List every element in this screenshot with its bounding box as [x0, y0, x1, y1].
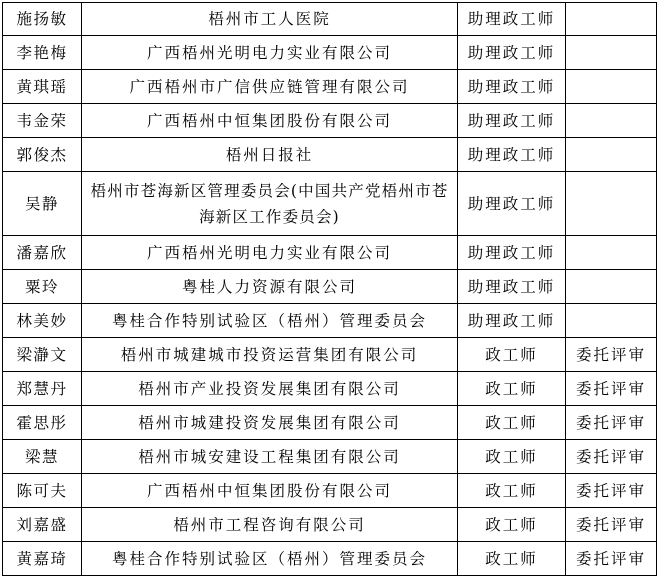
name-cell: 郑慧丹: [3, 372, 82, 406]
title-cell: 政工师: [458, 406, 566, 440]
note-cell: [566, 270, 657, 304]
unit-cell: 广西梧州市广信供应链管理有限公司: [82, 70, 458, 104]
title-cell: 助理政工师: [458, 3, 566, 36]
title-cell: 政工师: [458, 508, 566, 542]
table-row: [3, 270, 657, 304]
name-cell: 黄琪瑶: [3, 70, 82, 104]
table-row: [3, 474, 657, 508]
name-cell: 黄嘉琦: [3, 542, 82, 576]
unit-cell: 梧州日报社: [82, 138, 458, 172]
unit-cell: 梧州市城安建设工程集团有限公司: [82, 440, 458, 474]
table-row: [3, 440, 657, 474]
name-cell: 韦金荣: [3, 104, 82, 138]
title-cell: 政工师: [458, 440, 566, 474]
table-row: [3, 70, 657, 104]
table-row: [3, 104, 657, 138]
title-cell: 助理政工师: [458, 104, 566, 138]
note-cell: [566, 138, 657, 172]
note-cell: [566, 104, 657, 138]
note-cell: 委托评审: [566, 474, 657, 508]
note-cell: 委托评审: [566, 440, 657, 474]
note-cell: [566, 70, 657, 104]
table-row: [3, 236, 657, 270]
unit-cell: 广西梧州中恒集团股份有限公司: [82, 104, 458, 138]
name-cell: 梁瀞文: [3, 338, 82, 372]
name-cell: 潘嘉欣: [3, 236, 82, 270]
note-cell: 委托评审: [566, 406, 657, 440]
title-cell: 助理政工师: [458, 236, 566, 270]
note-cell: 委托评审: [566, 372, 657, 406]
note-cell: [566, 172, 657, 236]
name-cell: 吴静: [3, 172, 82, 236]
title-cell: 助理政工师: [458, 138, 566, 172]
title-cell: 助理政工师: [458, 70, 566, 104]
note-cell: 委托评审: [566, 542, 657, 576]
title-cell: 政工师: [458, 542, 566, 576]
note-cell: [566, 3, 657, 36]
unit-cell: 梧州市工程咨询有限公司: [82, 508, 458, 542]
unit-cell: 梧州市城建城市投资运营集团有限公司: [82, 338, 458, 372]
table-row: [3, 338, 657, 372]
title-cell: 助理政工师: [458, 172, 566, 236]
name-cell: 霍思彤: [3, 406, 82, 440]
table-row: [3, 304, 657, 338]
title-cell: 政工师: [458, 372, 566, 406]
unit-cell: 粤桂合作特别试验区（梧州）管理委员会: [82, 542, 458, 576]
name-cell: 陈可夫: [3, 474, 82, 508]
table-row: [3, 172, 657, 236]
table-row: [3, 3, 657, 36]
table-row: [3, 138, 657, 172]
name-cell: 李艳梅: [3, 36, 82, 70]
table-row: [3, 508, 657, 542]
title-cell: 政工师: [458, 474, 566, 508]
unit-cell: 梧州市城建投资发展集团有限公司: [82, 406, 458, 440]
note-cell: 委托评审: [566, 508, 657, 542]
name-cell: 刘嘉盛: [3, 508, 82, 542]
unit-cell: 粤桂人力资源有限公司: [82, 270, 458, 304]
note-cell: [566, 36, 657, 70]
roster-body: [3, 3, 657, 576]
table-row: [3, 372, 657, 406]
table-row: [3, 542, 657, 576]
unit-cell: 梧州市苍海新区管理委员会(中国共产党梧州市苍海新区工作委员会): [82, 172, 458, 236]
note-cell: [566, 236, 657, 270]
table-row: [3, 36, 657, 70]
name-cell: 施扬敏: [3, 3, 82, 36]
unit-cell: 粤桂合作特别试验区（梧州）管理委员会: [82, 304, 458, 338]
unit-cell: 梧州市工人医院: [82, 3, 458, 36]
roster-table: [2, 2, 657, 576]
unit-cell: 广西梧州光明电力实业有限公司: [82, 36, 458, 70]
name-cell: 林美妙: [3, 304, 82, 338]
unit-cell: 广西梧州光明电力实业有限公司: [82, 236, 458, 270]
title-cell: 助理政工师: [458, 304, 566, 338]
unit-cell: 广西梧州中恒集团股份有限公司: [82, 474, 458, 508]
note-cell: [566, 304, 657, 338]
title-cell: 助理政工师: [458, 36, 566, 70]
title-cell: 政工师: [458, 338, 566, 372]
name-cell: 郭俊杰: [3, 138, 82, 172]
table-row: [3, 406, 657, 440]
title-cell: 助理政工师: [458, 270, 566, 304]
name-cell: 梁慧: [3, 440, 82, 474]
unit-cell: 梧州市产业投资发展集团有限公司: [82, 372, 458, 406]
name-cell: 粟玲: [3, 270, 82, 304]
note-cell: 委托评审: [566, 338, 657, 372]
